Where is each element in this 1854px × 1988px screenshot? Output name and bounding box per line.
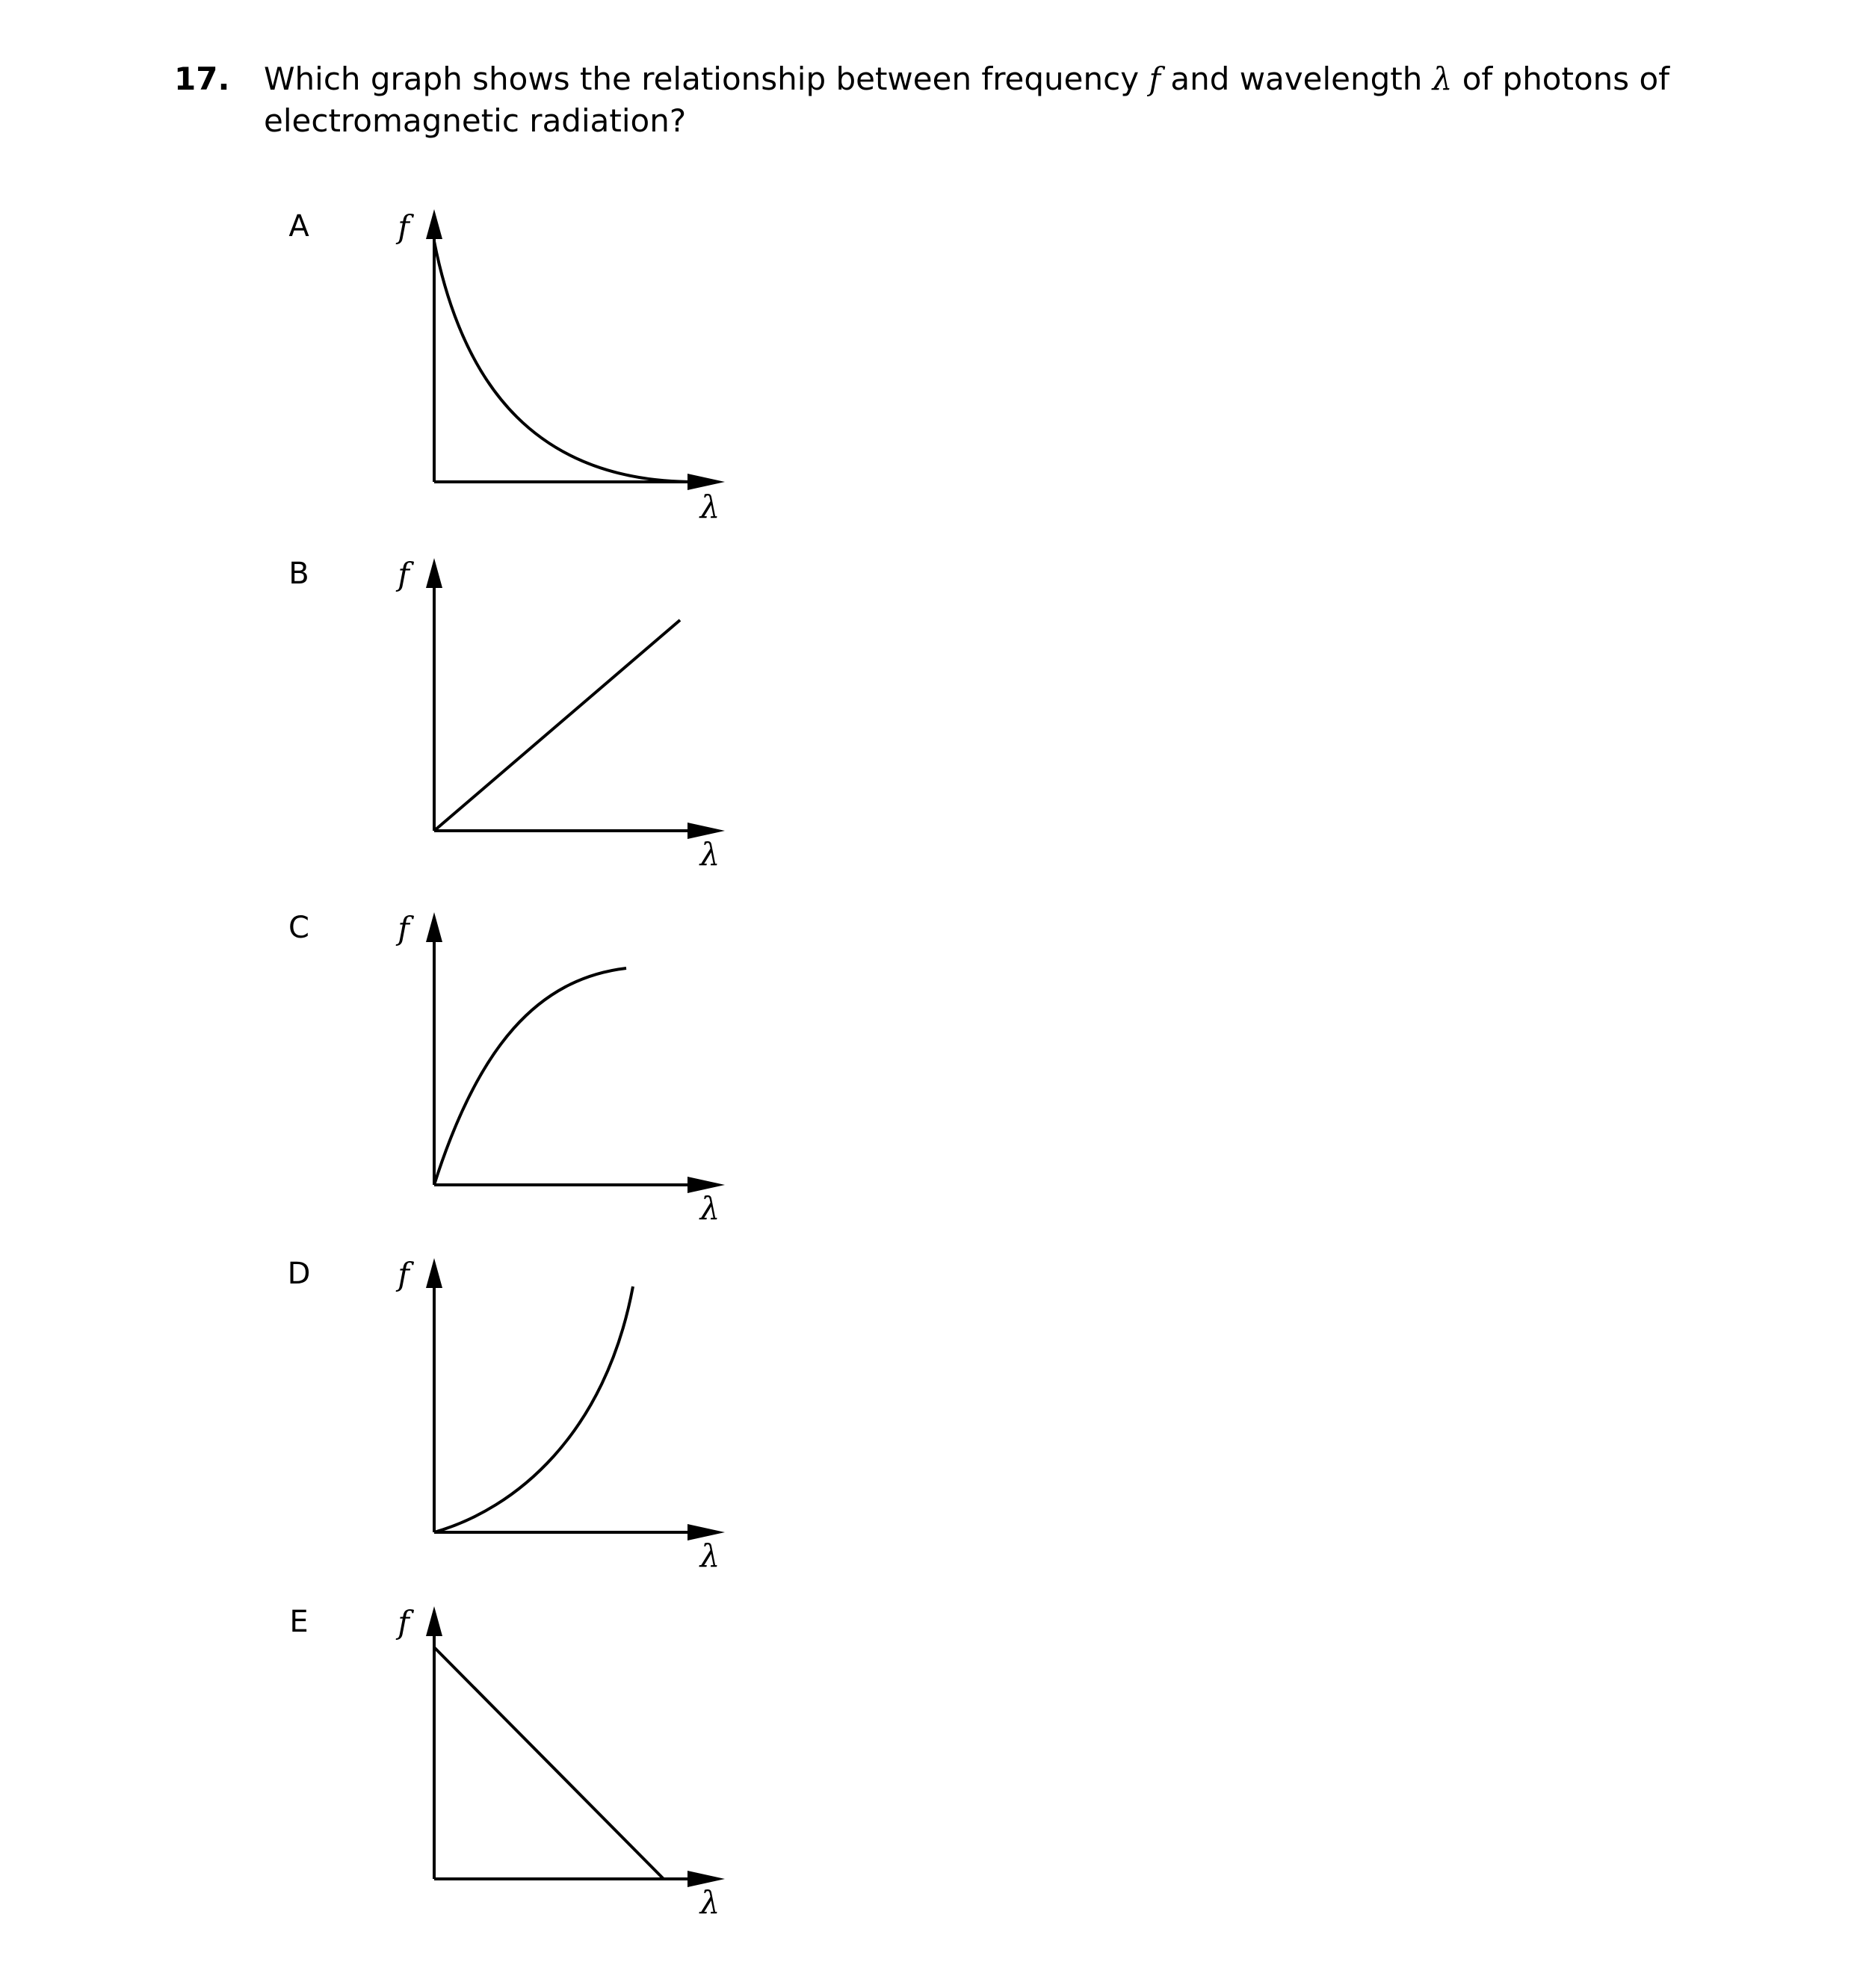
x-axis-label: λ xyxy=(699,836,720,873)
frequency-symbol: f xyxy=(1149,61,1161,97)
option-c-graph xyxy=(288,910,725,1227)
wavelength-symbol: λ xyxy=(1432,61,1453,97)
option-a-graph xyxy=(288,208,725,525)
x-axis-label: λ xyxy=(699,1190,720,1227)
option-letter: A xyxy=(288,209,309,244)
x-axis-label: λ xyxy=(699,1884,720,1921)
question-number: 17. xyxy=(174,61,230,97)
x-axis-label: λ xyxy=(699,1538,720,1574)
x-axis-label: λ xyxy=(699,489,720,525)
question-text-part: of photons of xyxy=(1452,61,1670,97)
option-b-graph xyxy=(288,556,725,873)
option-letter: B xyxy=(288,557,309,591)
y-axis-label: f xyxy=(398,556,410,592)
y-axis-arrowhead xyxy=(426,558,442,588)
y-axis-label: f xyxy=(398,1604,410,1641)
option-letter: E xyxy=(289,1605,309,1639)
option-letter: D xyxy=(287,1257,311,1291)
graph-curve xyxy=(434,968,626,1185)
option-d-graph xyxy=(288,1256,725,1574)
y-axis-arrowhead xyxy=(426,209,442,239)
y-axis-arrowhead xyxy=(426,1606,442,1636)
y-axis-arrowhead xyxy=(426,912,442,942)
y-axis-label: f xyxy=(398,910,410,947)
y-axis-label: f xyxy=(398,208,410,245)
y-axis-label: f xyxy=(398,1256,410,1292)
graph-curve xyxy=(434,241,695,482)
question-text-part: Which graph shows the relationship between frequency xyxy=(264,61,1149,97)
graph-curve xyxy=(434,1286,633,1532)
graph-curve xyxy=(434,1647,664,1879)
y-axis-arrowhead xyxy=(426,1258,442,1288)
option-e-graph xyxy=(289,1604,725,1921)
option-letter: C xyxy=(288,911,309,945)
question-text-part: and wavelength xyxy=(1160,61,1433,97)
question-text-line2: electromagnetic radiation? xyxy=(264,102,687,139)
graph-curve xyxy=(434,620,680,831)
